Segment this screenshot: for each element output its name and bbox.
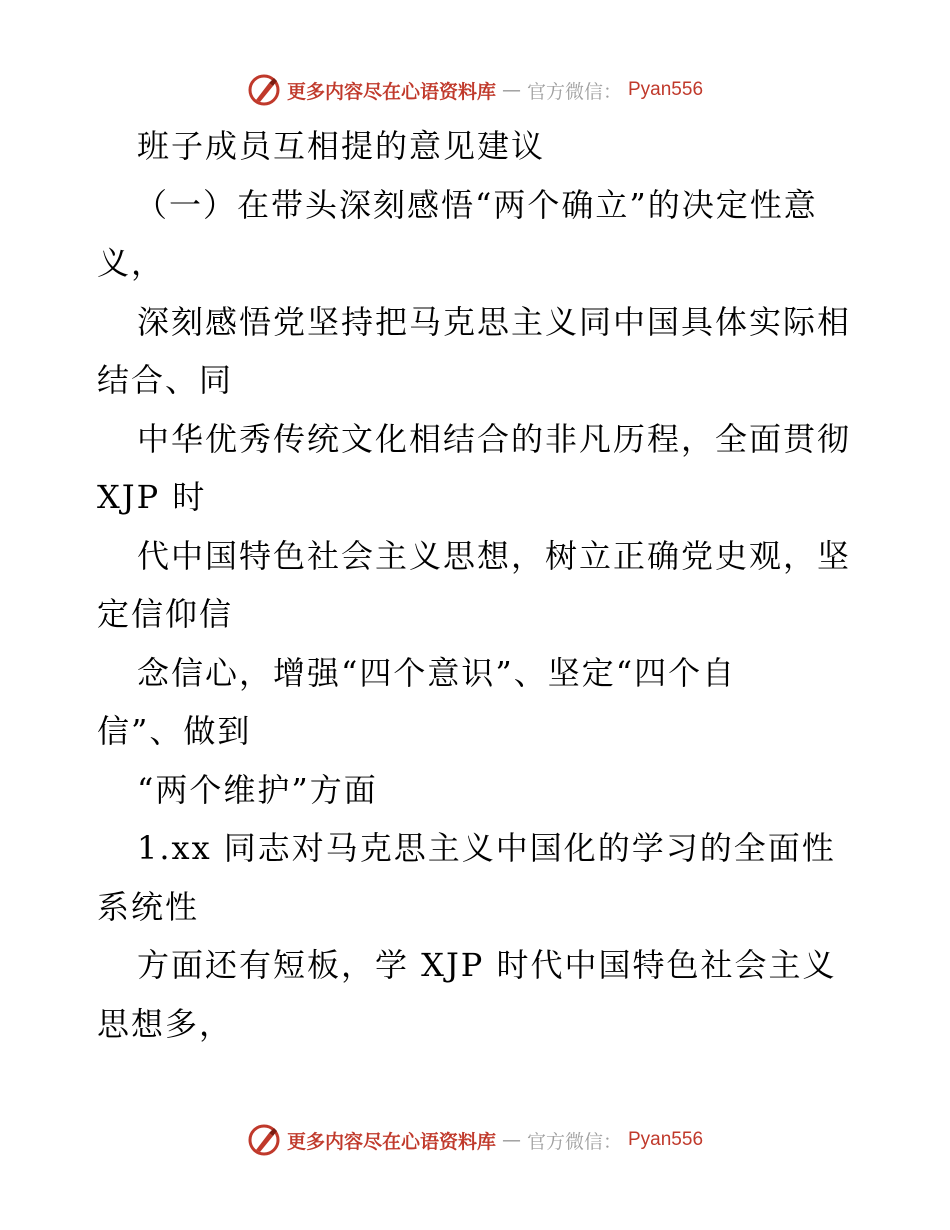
banner-dash: —: [501, 1129, 521, 1151]
document-title: 班子成员互相提的意见建议: [137, 127, 546, 165]
text-line: “两个维护”方面: [137, 770, 378, 809]
pen-logo-icon: [247, 1123, 281, 1157]
text-line: 代中国特色社会主义思想，树立正确党史观，坚: [137, 536, 852, 575]
text-line: 定信仰信: [97, 595, 234, 633]
text-line: 义，: [97, 244, 166, 282]
banner-wechat-id: Pyan556: [628, 1129, 704, 1150]
text-line: 方面还有短板，学 XJP 时代中国特色社会主义: [137, 946, 837, 984]
footer-banner: [0, 1120, 950, 1160]
text-line: 思想多，: [97, 1004, 234, 1043]
section-heading-line: （一）在带头深刻感悟“两个确立”的决定性意: [135, 185, 818, 224]
banner-wechat-id: Pyan556: [628, 79, 704, 100]
document-body: [97, 117, 857, 1053]
text-line: 结合、同: [97, 361, 234, 399]
banner-sub-text: 官方微信：: [526, 1130, 622, 1153]
banner-main-text: 更多内容尽在心语资料库: [286, 80, 496, 103]
text-line: 中华优秀传统文化相结合的非凡历程，全面贯彻: [137, 419, 852, 458]
text-line: 深刻感悟党坚持把马克思主义同中国具体实际相: [137, 302, 852, 341]
text-line: 念信心，增强“四个意识”、坚定“四个自: [137, 653, 737, 692]
banner-main-text: 更多内容尽在心语资料库: [286, 1130, 496, 1153]
pen-logo-icon: [247, 73, 281, 107]
banner-dash: —: [501, 79, 521, 101]
banner-inner: [247, 1123, 703, 1157]
banner-sub-text: 官方微信：: [526, 80, 622, 103]
text-line: XJP 时: [97, 478, 207, 516]
text-line: 信”、做到: [97, 712, 252, 750]
header-banner: [0, 70, 950, 110]
text-line: 系统性: [97, 887, 200, 926]
text-line: 1.xx 同志对马克思主义中国化的学习的全面性: [137, 829, 836, 867]
banner-inner: [247, 73, 703, 107]
